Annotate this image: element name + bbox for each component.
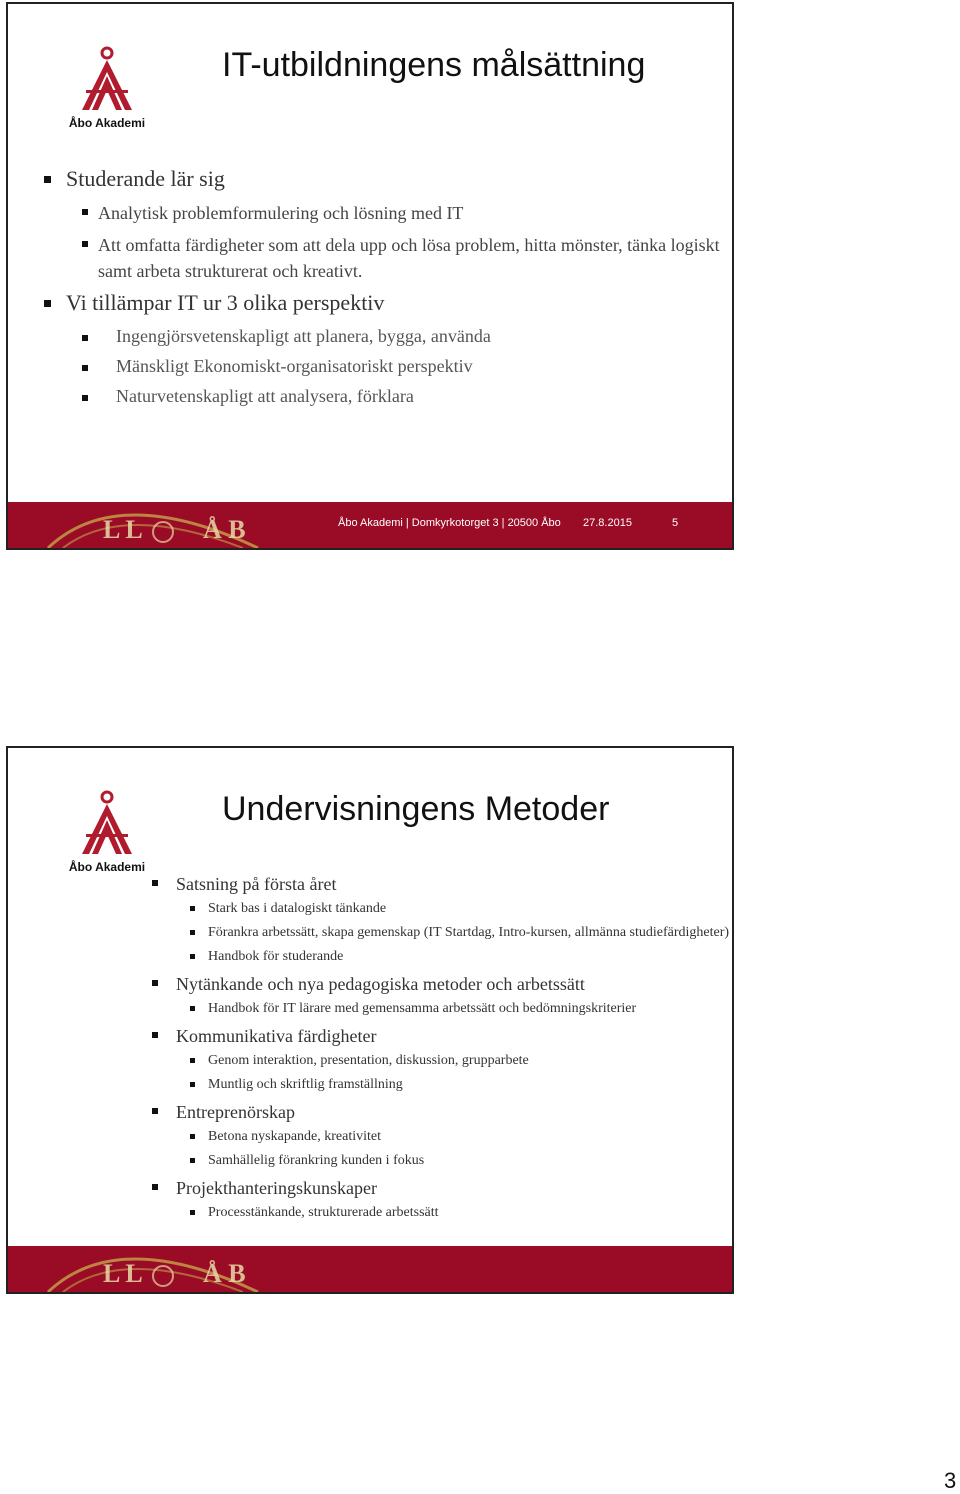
list-item [148, 1076, 734, 1094]
list-item [42, 232, 722, 284]
bullet-text: Analytisk problemformulering och lösning med IT [98, 203, 464, 223]
bullet-text: Ingengjörsvetenskapligt att planera, bygga, använda [116, 326, 491, 346]
slide-footer [8, 502, 732, 548]
list-item [148, 872, 734, 896]
list-item [148, 972, 734, 996]
svg-text:Å B: Å B [203, 1259, 246, 1288]
list-item [148, 1000, 734, 1018]
footer-address: Åbo Akademi | Domkyrkotorget 3 | 20500 Åbo [338, 517, 561, 529]
abo-akademi-logo [62, 44, 152, 130]
square-bullet-icon [82, 241, 88, 247]
square-bullet-icon [190, 906, 195, 911]
square-bullet-icon [190, 1082, 195, 1087]
bullet-text: Naturvetenskapligt att analysera, förklara [116, 386, 414, 406]
slide-footer [8, 1246, 732, 1292]
list-item [148, 1152, 734, 1170]
bullet-text: Nytänkande och nya pedagogiska metoder och arbetssätt [176, 974, 585, 994]
list-item [42, 356, 722, 377]
list-item [42, 386, 722, 407]
abo-akademi-logo-icon [62, 788, 152, 858]
square-bullet-icon [152, 1032, 158, 1038]
list-item [148, 1100, 734, 1124]
slide-title: IT-utbildningens målsättning [222, 46, 646, 84]
list-item [42, 166, 722, 192]
bullet-text: Att omfatta färdigheter som att dela upp och lösa problem, hitta mönster, tänka logiskt samt arbeta strukturerat och kreativt. [98, 235, 720, 281]
square-bullet-icon [82, 209, 88, 215]
square-bullet-icon [190, 930, 195, 935]
bullet-text: Handbok för IT lärare med gemensamma arbetssätt och bedömningskriterier [208, 1001, 637, 1016]
square-bullet-icon [190, 1210, 195, 1215]
logo-text: Åbo Akademi [68, 860, 146, 874]
square-bullet-icon [190, 954, 195, 959]
bullet-text: Betona nyskapande, kreativitet [208, 1129, 381, 1144]
list-item [42, 290, 722, 316]
bullet-text: Stark bas i datalogiskt tänkande [208, 901, 387, 916]
square-bullet-icon [190, 1134, 195, 1139]
slide-number: 5 [672, 517, 679, 529]
square-bullet-icon [190, 1058, 195, 1063]
square-bullet-icon [152, 880, 158, 886]
bullet-list [42, 166, 722, 407]
square-bullet-icon [82, 395, 88, 401]
list-item [148, 900, 734, 918]
list-item [42, 326, 722, 347]
bullet-text: Genom interaktion, presentation, diskussion, grupparbete [208, 1053, 529, 1068]
bullet-text: Samhällelig förankring kunden i fokus [208, 1153, 425, 1168]
bullet-text: Handbok för studerande [208, 949, 344, 964]
square-bullet-icon [44, 176, 51, 183]
square-bullet-icon [82, 365, 88, 371]
bullet-text: Förankra arbetssätt, skapa gemenskap (IT Startdag, Intro-kursen, allmänna studiefärdigheter) [208, 925, 730, 940]
list-item [148, 1176, 734, 1200]
list-item [42, 200, 722, 226]
bullet-text: Satsning på första året [176, 874, 337, 894]
square-bullet-icon [152, 1108, 158, 1114]
square-bullet-icon [152, 1184, 158, 1190]
footer-date: 27.8.2015 [583, 517, 632, 529]
list-item [148, 1204, 734, 1222]
list-item [148, 948, 734, 966]
square-bullet-icon [82, 335, 88, 341]
square-bullet-icon [152, 980, 158, 986]
bullet-text: Studerande lär sig [66, 166, 225, 191]
bullet-list [148, 872, 734, 1222]
bullet-text: Muntlig och skriftlig framställning [208, 1077, 403, 1092]
bullet-text: Processtänkande, strukturerade arbetssätt [208, 1205, 439, 1220]
abo-akademi-logo [62, 788, 152, 874]
bullet-text: Projekthanteringskunskaper [176, 1178, 377, 1198]
bullet-text: Mänskligt Ekonomiskt-organisatoriskt perspektiv [116, 356, 473, 376]
list-item [148, 1128, 734, 1146]
list-item [148, 1024, 734, 1048]
bullet-text: Vi tillämpar IT ur 3 olika perspektiv [66, 290, 385, 315]
bullet-text: Kommunikativa färdigheter [176, 1026, 377, 1046]
square-bullet-icon [190, 1158, 195, 1163]
slide-title: Undervisningens Metoder [222, 790, 610, 828]
bullet-text: Entreprenörskap [176, 1102, 295, 1122]
page-number: 3 [944, 1468, 957, 1493]
svg-text:L L: L L [103, 515, 143, 544]
svg-text:L L: L L [103, 1259, 143, 1288]
list-item [148, 1052, 734, 1070]
slide-2 [6, 746, 734, 1294]
list-item [148, 924, 734, 942]
square-bullet-icon [44, 300, 51, 307]
abo-akademi-logo-icon [62, 44, 152, 114]
slide-1 [6, 2, 734, 550]
square-bullet-icon [190, 1006, 195, 1011]
seal-watermark-icon [8, 1246, 308, 1292]
seal-watermark-icon [8, 502, 308, 548]
svg-text:Å B: Å B [203, 515, 246, 544]
logo-text: Åbo Akademi [68, 116, 146, 130]
